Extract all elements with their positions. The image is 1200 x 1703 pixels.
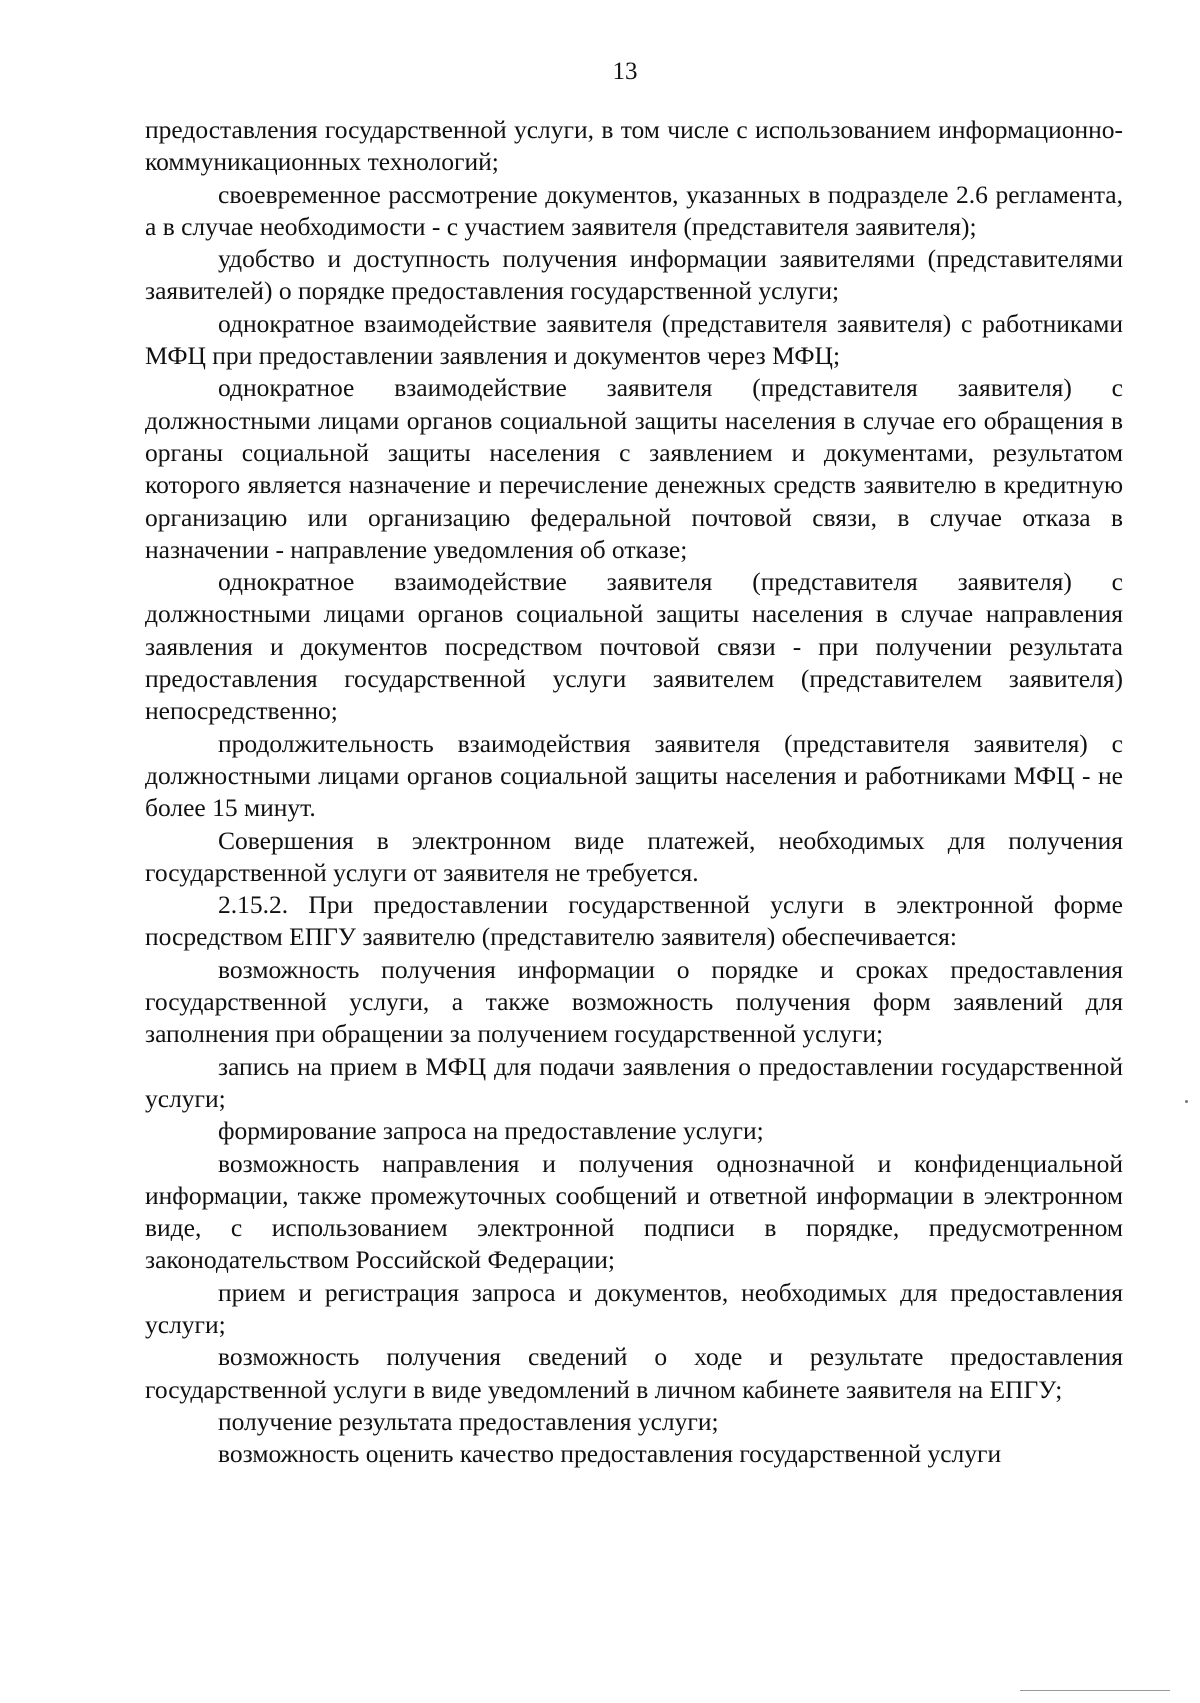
paragraph: возможность оценить качество предоставления государственной услуги bbox=[218, 1439, 1002, 1469]
paragraph: 2.15.2. При предоставлении государственной услуги в электронной форме посредством ЕПГУ заявителю (представителю заявителя) обеспечивается: bbox=[145, 890, 1123, 952]
paragraph: возможность получения сведений о ходе и результате предоставления государственной услуги в виде уведомлений в личном кабинете заявителя на ЕПГУ; bbox=[145, 1342, 1123, 1404]
page-number: 13 bbox=[612, 58, 638, 85]
paragraph: своевременное рассмотрение документов, указанных в подразделе 2.6 регламента, а в случае необходимости - с участием заявителя (представителя заявителя); bbox=[145, 179, 1123, 241]
paragraph: однократное взаимодействие заявителя (представителя заявителя) с должностными лицами органов социальной защиты населения в случае его обращения в органы социальной защиты населения с заявлением и документами, результатом которого является назначение и перечисление денежных средств заявителю в кредитную организацию или организацию федеральной почтовой связи, в случае отказа в назначении - направление уведомления об отказе; bbox=[145, 373, 1123, 564]
paragraph: удобство и доступность получения информации заявителями (представителями заявителей) о порядке предоставления государственной услуги; bbox=[145, 244, 1123, 306]
paragraph: прием и регистрация запроса и документов, необходимых для предоставления услуги; bbox=[145, 1277, 1123, 1339]
paragraph: запись на прием в МФЦ для подачи заявления о предоставлении государственной услуги; bbox=[145, 1051, 1123, 1113]
paragraph: однократное взаимодействие заявителя (представителя заявителя) с работниками МФЦ при предоставлении заявления и документов через МФЦ; bbox=[145, 308, 1123, 371]
scan-edge-line bbox=[1020, 1690, 1170, 1691]
paragraph: предоставления государственной услуги, в том числе с использованием информационно-коммуникационных технологий; bbox=[145, 115, 1123, 177]
paragraph: Совершения в электронном виде платежей, необходимых для получения государственной услуги от заявителя не требуется. bbox=[145, 825, 1123, 887]
paragraph: формирование запроса на предоставление услуги; bbox=[218, 1116, 764, 1146]
paragraph: однократное взаимодействие заявителя (представителя заявителя) с должностными лицами органов социальной защиты населения в случае направления заявления и документов посредством почтовой связи - при получении результата предоставления государственной услуги заявителем (представителем заявителя) непосредственно; bbox=[145, 567, 1123, 726]
paragraph: возможность получения информации о порядке и сроках предоставления государственной услуги, а также возможность получения форм заявлений для заполнения при обращении за получением государственной услуги; bbox=[145, 954, 1123, 1049]
paragraph: продолжительность взаимодействия заявителя (представителя заявителя) с должностными лицами органов социальной защиты населения и работниками МФЦ - не более 15 минут. bbox=[145, 728, 1123, 823]
document-body bbox=[145, 114, 1123, 1470]
paragraph: получение результата предоставления услуги; bbox=[218, 1406, 719, 1436]
scan-speck bbox=[1185, 1100, 1188, 1103]
paragraph: возможность направления и получения однозначной и конфиденциальной информации, также промежуточных сообщений и ответной информации в электронном виде, с использованием электронной подписи в порядке, предусмотренном законодательством Российской Федерации; bbox=[145, 1148, 1123, 1275]
